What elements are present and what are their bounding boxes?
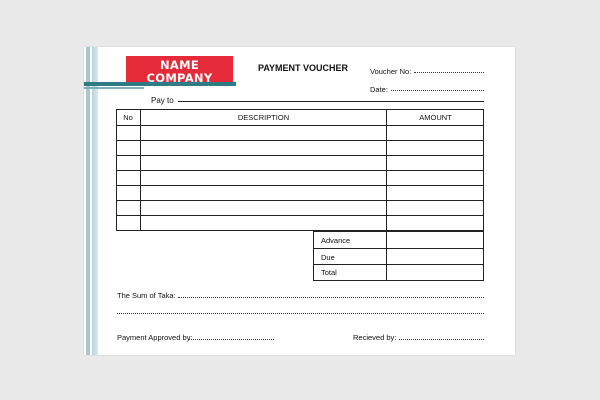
advance-amount-field[interactable] (387, 232, 483, 248)
column-header-description: DESCRIPTION (237, 113, 290, 122)
table-row[interactable] (116, 170, 484, 171)
total-amount-field[interactable] (387, 265, 483, 280)
pay-to-field[interactable] (178, 101, 484, 102)
payment-approved-by-field[interactable] (189, 339, 274, 340)
voucher-title: PAYMENT VOUCHER (258, 63, 349, 73)
pay-to-label: Pay to (151, 96, 174, 105)
company-slogan: Company Slogan Company Slog (144, 85, 215, 90)
table-row[interactable] (116, 200, 484, 201)
advance-label: Advance (321, 236, 351, 245)
company-logo (126, 56, 233, 90)
decorative-stripe-vertical (86, 47, 90, 355)
sum-of-taka-field-line2[interactable] (117, 313, 484, 314)
voucher-no-label: Voucher No: (370, 67, 412, 76)
due-label: Due (321, 253, 335, 262)
date-label: Date: (370, 85, 388, 94)
table-row[interactable] (116, 155, 484, 156)
column-header-no: No (123, 113, 133, 122)
payment-approved-by-label: Payment Approved by: (117, 333, 193, 342)
table-header-divider (116, 125, 484, 126)
received-by-field[interactable] (399, 339, 484, 340)
date-field[interactable] (391, 90, 484, 91)
table-row[interactable] (116, 140, 484, 141)
sum-of-taka-label: The Sum of Taka: (117, 291, 176, 300)
voucher-no-field[interactable] (414, 72, 484, 73)
company-name: NAME COMPANY (146, 58, 213, 85)
table-row[interactable] (116, 215, 484, 216)
sum-of-taka-field[interactable] (178, 297, 484, 298)
total-label: Total (321, 268, 337, 277)
table-row[interactable] (116, 185, 484, 186)
decorative-stripe-vertical-light (92, 47, 98, 355)
received-by-label: Recieved by: (353, 333, 397, 342)
column-header-amount: AMOUNT (419, 113, 452, 122)
due-amount-field[interactable] (387, 249, 483, 264)
